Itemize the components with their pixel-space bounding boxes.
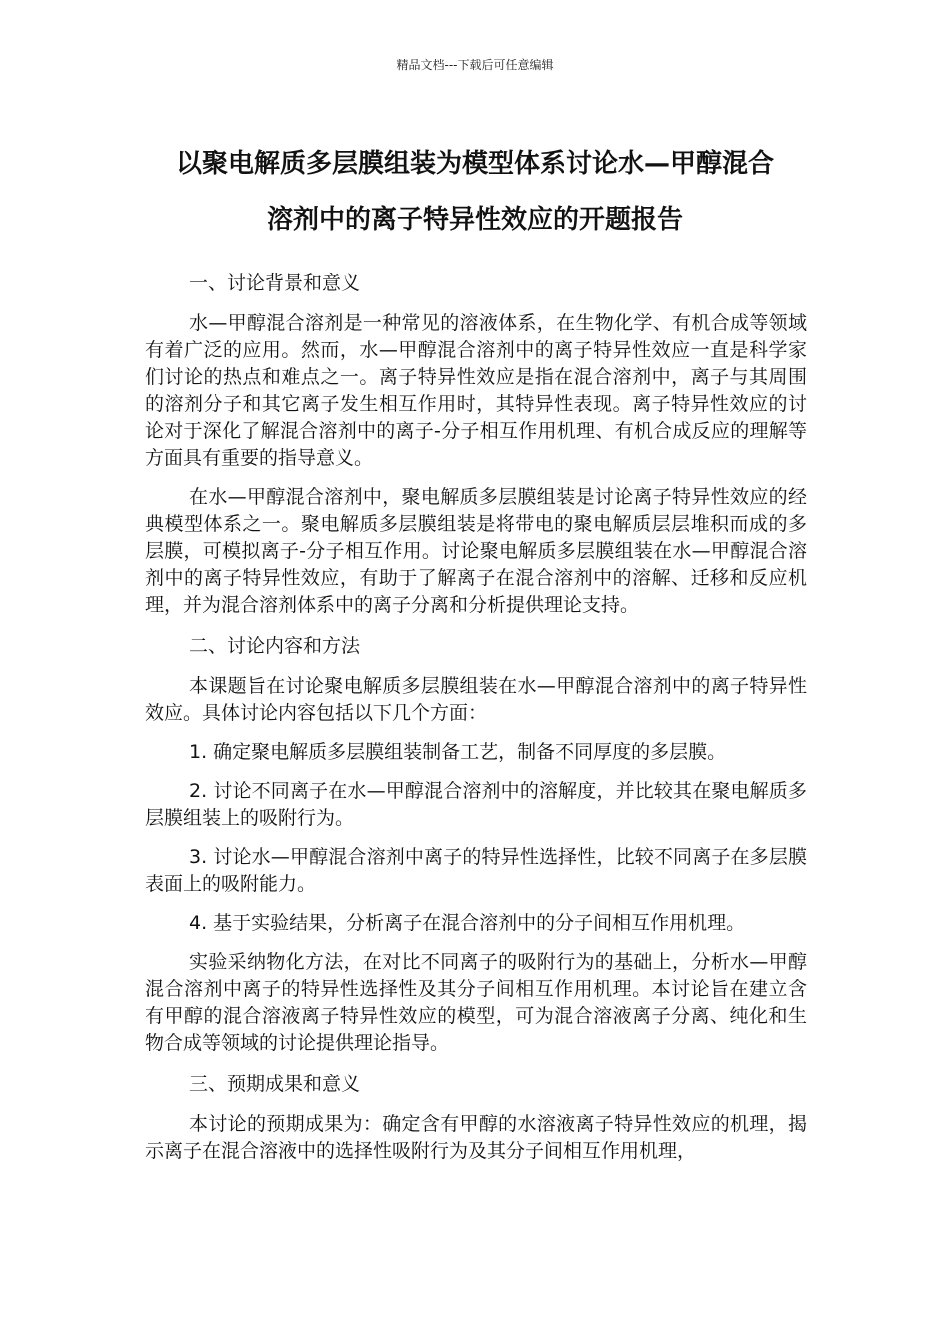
title-line-1: 以聚电解质多层膜组装为模型体系讨论水—甲醇混合 (175, 149, 774, 179)
list-item-2: 2. 讨论不同离子在水—甲醇混合溶剂中的溶解度，并比较其在聚电解质多层膜组装上的吸附行为。 (145, 780, 807, 829)
section-heading-background: 一、讨论背景和意义 (189, 272, 361, 294)
section-heading-content-methods: 二、讨论内容和方法 (189, 635, 361, 657)
paragraph-expected-results: 本讨论的预期成果为：确定含有甲醇的水溶液离子特异性效应的机理，揭示离子在混合溶液中的选择性吸附行为及其分子间相互作用机理， (145, 1113, 807, 1162)
document-title (90, 136, 860, 248)
title-line-2: 溶剂中的离子特异性效应的开题报告 (266, 205, 683, 235)
paragraph-background-2: 在水—甲醇混合溶剂中，聚电解质多层膜组装是讨论离子特异性效应的经典模型体系之一。聚电解质多层膜组装是将带电的聚电解质层层堆积而成的多层膜，可模拟离子-分子相互作用。讨论聚电解质多层膜组装在水—甲醇混合溶剂中的离子特异性效应，有助于了解离子在混合溶剂中的溶解、迁移和反应机理，并为混合溶剂体系中的离子分离和分析提供理论支持。 (145, 486, 807, 616)
document-body (145, 268, 807, 1177)
paragraph-content-intro: 本课题旨在讨论聚电解质多层膜组装在水—甲醇混合溶剂中的离子特异性效应。具体讨论内容包括以下几个方面： (145, 675, 807, 724)
paragraph-methods: 实验采纳物化方法，在对比不同离子的吸附行为的基础上，分析水—甲醇混合溶剂中离子的特异性选择性及其分子间相互作用机理。本讨论旨在建立含有甲醇的混合溶液离子特异性效应的模型，可为混合溶液离子分离、纯化和生物合成等领域的讨论提供理论指导。 (145, 951, 807, 1054)
list-item-1: 1. 确定聚电解质多层膜组装制备工艺，制备不同厚度的多层膜。 (189, 741, 727, 763)
section-heading-expected-results: 三、预期成果和意义 (189, 1073, 361, 1095)
header-note: 精品文档---下载后可任意编辑 (396, 58, 554, 72)
list-item-3: 3. 讨论水—甲醇混合溶剂中离子的特异性选择性，比较不同离子在多层膜表面上的吸附能力。 (145, 846, 807, 895)
paragraph-background-1: 水—甲醇混合溶剂是一种常见的溶液体系，在生物化学、有机合成等领域有着广泛的应用。然而，水—甲醇混合溶剂中的离子特异性效应一直是科学家们讨论的热点和难点之一。离子特异性效应是指在混合溶剂中，离子与其周围的溶剂分子和其它离子发生相互作用时，其特异性表现。离子特异性效应的讨论对于深化了解混合溶剂中的离子-分子相互作用机理、有机合成反应的理解等方面具有重要的指导意义。 (145, 312, 807, 469)
list-item-4: 4. 基于实验结果，分析离子在混合溶剂中的分子间相互作用机理。 (189, 912, 746, 934)
